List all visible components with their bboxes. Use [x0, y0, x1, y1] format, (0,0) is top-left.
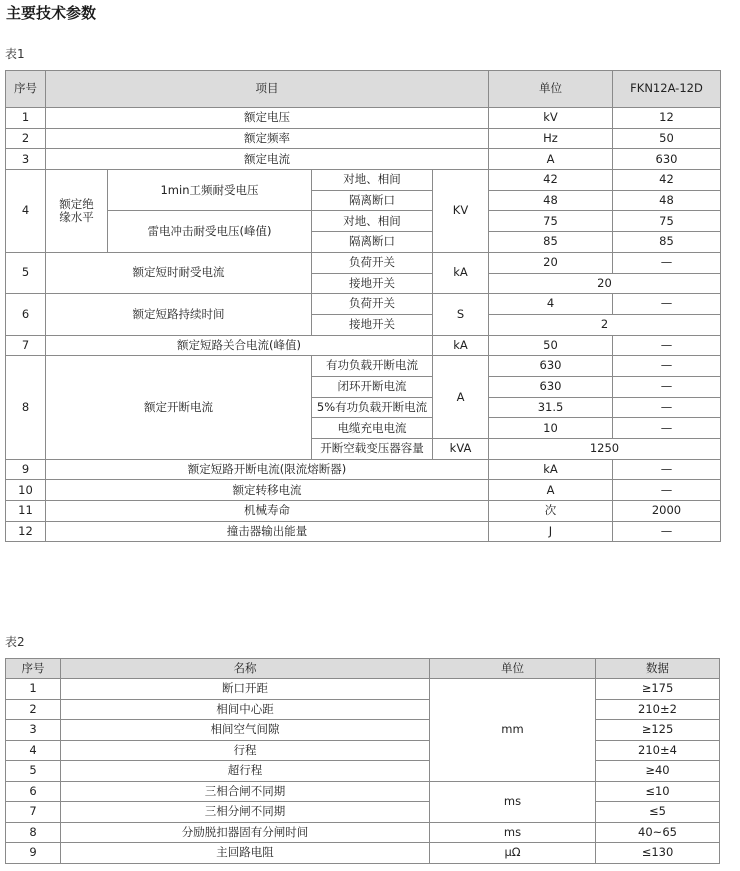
row-unit: KV: [433, 170, 489, 253]
row-value-fkn: 48: [489, 190, 613, 211]
sub-item-label: 5%有功负载开断电流: [312, 397, 433, 418]
row-value-fkn: 50: [613, 128, 721, 149]
header-value: 数据: [596, 659, 720, 679]
row-seq: 9: [6, 459, 46, 480]
header-unit: 单位: [430, 659, 596, 679]
row-seq: 5: [6, 761, 61, 782]
row-value-fkrn: —: [613, 252, 721, 273]
row-item: 额定短路持续时间: [46, 294, 312, 335]
row-item: 额定短路关合电流(峰值): [46, 335, 433, 356]
header-seq: 序号: [6, 71, 46, 108]
table-row: [6, 128, 721, 149]
row-value-fkn: 31.5: [489, 397, 613, 418]
row-value-shared: 2: [489, 314, 721, 335]
row-value-fkn: 630: [489, 376, 613, 397]
row-item: 机械寿命: [46, 501, 489, 522]
header-name: 名称: [61, 659, 430, 679]
row-seq: 7: [6, 335, 46, 356]
sub-item-label: 接地开关: [312, 273, 433, 294]
row-value-fkn: 85: [489, 232, 613, 253]
table-row: [6, 170, 721, 191]
row-unit: ms: [430, 781, 596, 822]
sub-item-label: 对地、相间: [312, 211, 433, 232]
row-value: 210±2: [596, 699, 720, 720]
row-unit: μΩ: [430, 843, 596, 864]
row-name: 分励脱扣器固有分闸时间: [61, 822, 430, 843]
row-value-fkrn: —: [613, 376, 721, 397]
row-value-fkrn: —: [613, 356, 721, 377]
row-value-fkrn: —: [613, 294, 721, 315]
row-seq: 10: [6, 480, 46, 501]
row-name: 相间中心距: [61, 699, 430, 720]
row-value-shared: 20: [489, 273, 721, 294]
row-seq: 11: [6, 501, 46, 522]
power-frequency-withstand-label: 1min工频耐受电压: [108, 170, 312, 211]
row-seq: 4: [6, 170, 46, 253]
table-row: [6, 252, 721, 273]
table-row: [6, 843, 720, 864]
row-item: 额定频率: [46, 128, 489, 149]
table-row: [6, 761, 720, 782]
row-seq: 4: [6, 740, 61, 761]
row-seq: 1: [6, 108, 46, 129]
row-value-fkn: —: [613, 480, 721, 501]
table-row: [6, 699, 720, 720]
row-seq: 2: [6, 128, 46, 149]
row-value-fkrn: 85: [613, 232, 721, 253]
sub-item-label: 闭环开断电流: [312, 376, 433, 397]
row-name: 行程: [61, 740, 430, 761]
row-value-fkn: 10: [489, 418, 613, 439]
row-value: ≥175: [596, 679, 720, 700]
row-name: 断口开距: [61, 679, 430, 700]
row-seq: 8: [6, 356, 46, 459]
row-value-fkrn: —: [613, 397, 721, 418]
row-item: 额定开断电流: [46, 356, 312, 459]
table-row: [6, 211, 721, 232]
header-seq: 序号: [6, 659, 61, 679]
table1-caption: 表1: [5, 47, 25, 61]
row-value: ≤10: [596, 781, 720, 802]
row-unit: kA: [433, 252, 489, 293]
row-value-fkn: —: [613, 459, 721, 480]
row-name: 三相合闸不同期: [61, 781, 430, 802]
row-seq: 3: [6, 720, 61, 741]
row-unit: ms: [430, 822, 596, 843]
row-seq: 2: [6, 699, 61, 720]
table-row: [6, 740, 720, 761]
table-row: [6, 720, 720, 741]
row-seq: 1: [6, 679, 61, 700]
row-seq: 3: [6, 149, 46, 170]
row-seq: 8: [6, 822, 61, 843]
header-model-fkn: FKN12A-12D: [613, 71, 721, 108]
table-row: [6, 521, 721, 542]
row-unit: A: [433, 356, 489, 439]
row-value: ≤130: [596, 843, 720, 864]
row-unit: S: [433, 294, 489, 335]
row-value-fkn: 20: [489, 252, 613, 273]
row-value-fkn: 12: [613, 108, 721, 129]
row-value-fkrn: 42: [613, 170, 721, 191]
sub-item-label: 对地、相间: [312, 170, 433, 191]
page-title: 主要技术参数: [6, 4, 97, 22]
technical-parameters-table: [5, 70, 721, 542]
row-seq: 6: [6, 294, 46, 335]
row-value-fkn: 2000: [613, 501, 721, 522]
row-value-fkn: 42: [489, 170, 613, 191]
row-value-fkn: 630: [489, 356, 613, 377]
row-unit: J: [489, 521, 613, 542]
row-value-fkn: 50: [489, 335, 613, 356]
row-item: 额定转移电流: [46, 480, 489, 501]
row-unit: Hz: [489, 128, 613, 149]
row-item: 额定短时耐受电流: [46, 252, 312, 293]
header-unit: 单位: [489, 71, 613, 108]
row-value-fkn: 4: [489, 294, 613, 315]
row-unit: kA: [433, 335, 489, 356]
row-unit: 次: [489, 501, 613, 522]
table-row: [6, 356, 721, 377]
table-row: [6, 459, 721, 480]
row-name: 主回路电阻: [61, 843, 430, 864]
sub-item-label: 隔离断口: [312, 190, 433, 211]
row-unit: mm: [430, 679, 596, 782]
row-value-fkn: 75: [489, 211, 613, 232]
row-unit: kVA: [433, 439, 489, 460]
row-value-fkn: —: [613, 521, 721, 542]
row-value-fkrn: 48: [613, 190, 721, 211]
row-name: 三相分闸不同期: [61, 802, 430, 823]
row-value: 210±4: [596, 740, 720, 761]
row-seq: 7: [6, 802, 61, 823]
sub-item-label: 负荷开关: [312, 252, 433, 273]
row-value: 40~65: [596, 822, 720, 843]
header-item: 项目: [46, 71, 489, 108]
row-item: 额定电压: [46, 108, 489, 129]
row-item: 额定电流: [46, 149, 489, 170]
table-row: [6, 802, 720, 823]
row-value: ≥40: [596, 761, 720, 782]
table-header-row: [6, 659, 720, 679]
sub-item-label: 隔离断口: [312, 232, 433, 253]
sub-item-label: 电缆充电电流: [312, 418, 433, 439]
row-unit: A: [489, 149, 613, 170]
table-row: [6, 108, 721, 129]
row-seq: 12: [6, 521, 46, 542]
row-name: 相间空气间隙: [61, 720, 430, 741]
row-unit: A: [489, 480, 613, 501]
row-value-fkrn: —: [613, 418, 721, 439]
sub-item-label: 有功负载开断电流: [312, 356, 433, 377]
row-unit: kA: [489, 459, 613, 480]
table-header-row: [6, 71, 721, 108]
row-value-fkrn: —: [613, 335, 721, 356]
table-row: [6, 679, 720, 700]
table-row: [6, 149, 721, 170]
table2-caption: 表2: [5, 635, 25, 649]
row-unit: kV: [489, 108, 613, 129]
row-seq: 5: [6, 252, 46, 293]
sub-item-label: 开断空载变压器容量: [312, 439, 433, 460]
table-row: [6, 480, 721, 501]
table-row: [6, 822, 720, 843]
sub-item-label: 负荷开关: [312, 294, 433, 315]
row-seq: 6: [6, 781, 61, 802]
lightning-impulse-withstand-label: 雷电冲击耐受电压(峰值): [108, 211, 312, 252]
insulation-level-group-label: 额定绝缘水平: [46, 170, 108, 253]
row-seq: 9: [6, 843, 61, 864]
row-value-shared: 1250: [489, 439, 721, 460]
row-value: ≤5: [596, 802, 720, 823]
row-name: 超行程: [61, 761, 430, 782]
table-row: [6, 335, 721, 356]
row-value-fkn: 630: [613, 149, 721, 170]
sub-item-label: 接地开关: [312, 314, 433, 335]
row-item: 撞击器输出能量: [46, 521, 489, 542]
table-row: [6, 501, 721, 522]
mechanical-parameters-table: [5, 658, 720, 864]
table-row: [6, 294, 721, 315]
row-item: 额定短路开断电流(限流熔断器): [46, 459, 489, 480]
table-row: [6, 781, 720, 802]
row-value: ≥125: [596, 720, 720, 741]
row-value-fkrn: 75: [613, 211, 721, 232]
